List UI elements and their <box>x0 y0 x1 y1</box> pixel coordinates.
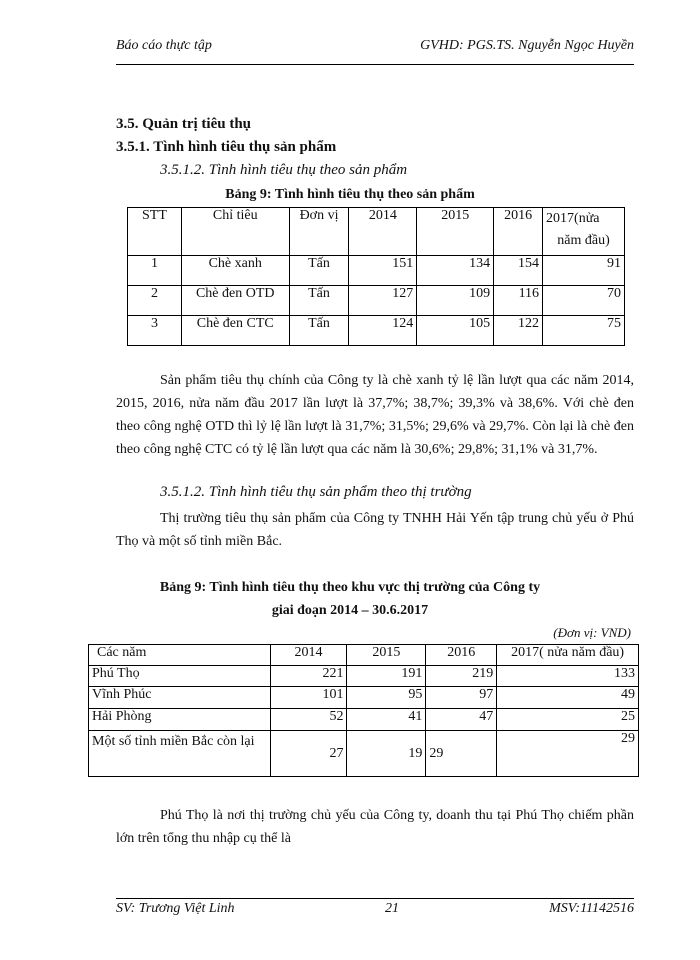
table-cell: 97 <box>426 687 497 709</box>
table-cell: Phú Thọ <box>89 666 271 687</box>
table-cell: 219 <box>426 666 497 687</box>
table1-header-last-line1: 2017(nửa <box>546 211 600 226</box>
subsubsection-heading-product: 3.5.1.2. Tình hình tiêu thụ theo sản phẩm <box>160 162 408 178</box>
table1-caption: Bảng 9: Tình hình tiêu thụ theo sản phẩm <box>225 187 475 202</box>
table2-header-row <box>89 645 639 666</box>
paragraph-market <box>116 507 634 553</box>
table2-header-cell: 2014 <box>270 645 347 666</box>
table-cell: 91 <box>543 256 625 286</box>
footer-student-id: MSV:11142516 <box>549 901 634 916</box>
table-cell: 95 <box>347 687 426 709</box>
paragraph-text: Thị trường tiêu thụ sản phẩm của Công ty TNHH Hải Yến tập trung chủ yếu ở Phú Thọ và một số tỉnh miền Bắc. <box>116 511 634 549</box>
table-cell: 151 <box>349 256 417 286</box>
table1-header-cell: Chỉ tiêu <box>181 208 289 256</box>
table-row <box>89 731 639 777</box>
table-cell: Chè đen OTD <box>181 286 289 316</box>
table-cell: 29 <box>497 731 639 777</box>
table-cell: 133 <box>497 666 639 687</box>
table1-header-row <box>128 208 625 256</box>
table-cell: 47 <box>426 709 497 731</box>
table-cell: 2 <box>128 286 182 316</box>
table1-header-cell: 2016 <box>494 208 543 256</box>
subsubsection-heading-market: 3.5.1.2. Tình hình tiêu thụ sản phẩm theo thị trường <box>160 484 472 500</box>
table-cell: 191 <box>347 666 426 687</box>
table-cell: 127 <box>349 286 417 316</box>
header-left: Báo cáo thực tập <box>116 38 212 53</box>
subsection-heading: 3.5.1. Tình hình tiêu thụ sản phẩm <box>116 139 337 155</box>
table-cell: 3 <box>128 316 182 346</box>
table-row <box>128 286 625 316</box>
table-cell: Hải Phòng <box>89 709 271 731</box>
table1-header-cell: Đơn vị <box>289 208 349 256</box>
table-row <box>89 687 639 709</box>
table-cell: 49 <box>497 687 639 709</box>
table-row <box>128 316 625 346</box>
table2-unit: (Đơn vị: VND) <box>553 625 631 640</box>
table-row <box>89 709 639 731</box>
table-cell: 29 <box>426 731 497 777</box>
table1-header-cell: 2014 <box>349 208 417 256</box>
table1-header-last-line2: năm đầu) <box>557 233 610 248</box>
table-cell: 41 <box>347 709 426 731</box>
table-cell: 221 <box>270 666 347 687</box>
table1-header-cell: 2015 <box>417 208 494 256</box>
table-row <box>89 666 639 687</box>
section-heading: 3.5. Quản trị tiêu thụ <box>116 116 252 132</box>
table1 <box>127 207 625 346</box>
table2-caption-line2: giai đoạn 2014 – 30.6.2017 <box>271 603 429 618</box>
table-cell: Tấn <box>289 256 349 286</box>
table-cell: Chè đen CTC <box>181 316 289 346</box>
table-cell: 154 <box>494 256 543 286</box>
table-cell: 19 <box>347 731 426 777</box>
table-cell: 105 <box>417 316 494 346</box>
table-cell: 101 <box>270 687 347 709</box>
table2-caption-line1: Bảng 9: Tình hình tiêu thụ theo khu vực thị trường của Công ty <box>159 580 541 595</box>
footer-page-number: 21 <box>385 901 399 916</box>
paragraph-text: Phú Thọ là nơi thị trường chủ yếu của Công ty, doanh thu tại Phú Thọ chiếm phần lớn trên tổng thu nhập cụ thể là <box>116 808 634 846</box>
header-rule <box>116 64 634 65</box>
table-cell: 75 <box>543 316 625 346</box>
table-cell: Một số tỉnh miền Bắc còn lại <box>89 731 271 777</box>
table-cell: Tấn <box>289 286 349 316</box>
table-cell: 116 <box>494 286 543 316</box>
table-cell: 70 <box>543 286 625 316</box>
table-cell: 27 <box>270 731 347 777</box>
table-cell: 122 <box>494 316 543 346</box>
table1-header-cell: STT <box>128 208 182 256</box>
paragraph-text: Sản phẩm tiêu thụ chính của Công ty là chè xanh tỷ lệ lần lượt qua các năm 2014, 2015, 2016, nửa năm đầu 2017 lần lượt là 37,7%; 38,7%; 39,3% và 38,6%. Với chè đen theo công nghệ OTD thì lỷ lệ lần lượt là 31,7%; 31,5%; 29,6% và 29,7%. Còn lại là chè đen theo công nghệ CTC có tỷ lệ lần lượt qua các năm là 30,6%; 29,8%; 31,1% và 31,7%. <box>116 373 634 457</box>
table2 <box>88 644 639 777</box>
table-row <box>128 256 625 286</box>
header-right: GVHD: PGS.TS. Nguyễn Ngọc Huyền <box>420 38 634 53</box>
table-cell: 109 <box>417 286 494 316</box>
paragraph-product-share <box>116 369 634 461</box>
paragraph-phu-tho <box>116 804 634 850</box>
table-cell: 25 <box>497 709 639 731</box>
table-cell: Vĩnh Phúc <box>89 687 271 709</box>
table2-header-cell: Các năm <box>89 645 271 666</box>
table-cell: Chè xanh <box>181 256 289 286</box>
table-cell: Tấn <box>289 316 349 346</box>
table-cell: 1 <box>128 256 182 286</box>
table-cell: 134 <box>417 256 494 286</box>
table-cell: 52 <box>270 709 347 731</box>
table2-header-cell: 2016 <box>426 645 497 666</box>
table2-header-cell: 2017( nửa năm đầu) <box>497 645 639 666</box>
table-cell: 124 <box>349 316 417 346</box>
table2-header-cell: 2015 <box>347 645 426 666</box>
footer-student: SV: Trương Việt Linh <box>116 901 235 916</box>
footer-rule <box>116 898 634 899</box>
table1-header-cell <box>543 208 625 256</box>
